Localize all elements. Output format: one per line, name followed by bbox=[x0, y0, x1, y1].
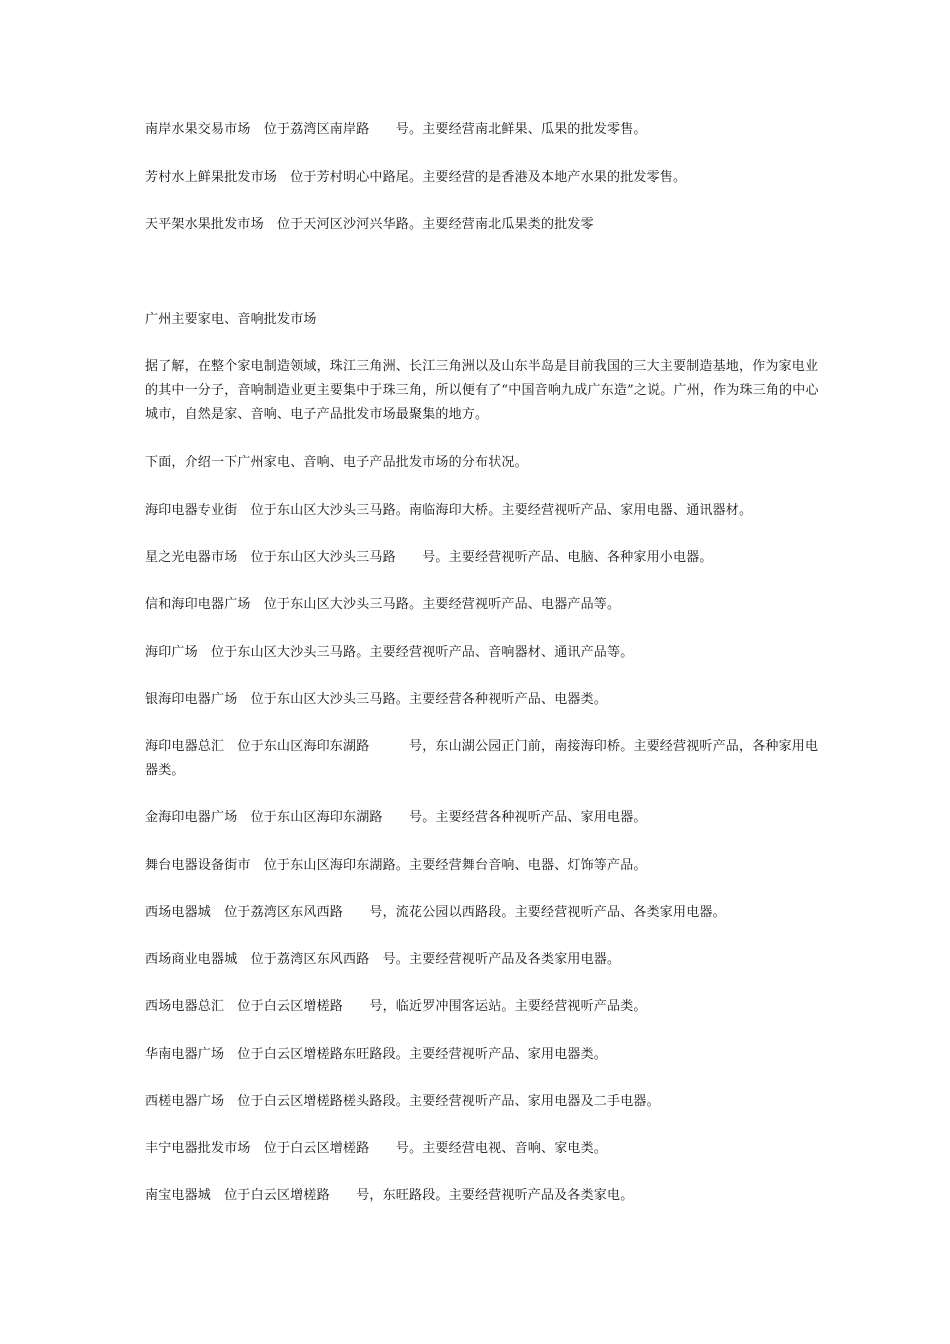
paragraph-haiyin-plaza: 海印广场 位于东山区大沙头三马路。主要经营视听产品、音响器材、通讯产品等。 bbox=[145, 645, 634, 660]
paragraph-nanan-fruit-market: 南岸水果交易市场 位于荔湾区南岸路 号。主要经营南北鲜果、瓜果的批发零售。 bbox=[145, 122, 647, 137]
paragraph-xichang-commercial: 西场商业电器城 位于荔湾区东风西路 号。主要经营视听产品及各类家用电器。 bbox=[145, 952, 621, 967]
section-heading-appliance-markets: 广州主要家电、音响批发市场 bbox=[145, 312, 317, 327]
paragraph-haiyin-zonghui: 海印电器总汇 位于东山区海印东湖路 号，东山湖公园正门前，南接海印桥。主要经营视听产品，各种家用电器类。 bbox=[145, 739, 819, 778]
paragraph-nanbao: 南宝电器城 位于白云区增槎路 号，东旺路段。主要经营视听产品及各类家电。 bbox=[145, 1188, 634, 1203]
paragraph-huanan-plaza: 华南电器广场 位于白云区增槎路东旺路段。主要经营视听产品、家用电器类。 bbox=[145, 1047, 608, 1062]
paragraph-yin-haiyin: 银海印电器广场 位于东山区大沙头三马路。主要经营各种视听产品、电器类。 bbox=[145, 692, 608, 707]
paragraph-stage-equipment: 舞台电器设备街市 位于东山区海印东湖路。主要经营舞台音响、电器、灯饰等产品。 bbox=[145, 858, 647, 873]
paragraph-tianpingjia-fruit-market: 天平架水果批发市场 位于天河区沙河兴华路。主要经营南北瓜果类的批发零 bbox=[145, 217, 594, 232]
paragraph-intro: 据了解，在整个家电制造领域，珠江三角洲、长江三角洲以及山东半岛是目前我国的三大主要制造基地，作为家电业的其中一分子，音响制造业更主要集中于珠三角，所以便有了“中国音响九成广东造”之说。广州，作为珠三角的中心城市，自然是家、音响、电子产品批发市场最聚集的地方。 bbox=[145, 359, 819, 422]
paragraph-xinhe-haiyin: 信和海印电器广场 位于东山区大沙头三马路。主要经营视听产品、电器产品等。 bbox=[145, 597, 621, 612]
paragraph-fengning: 丰宁电器批发市场 位于白云区增槎路 号。主要经营电视、音响、家电类。 bbox=[145, 1141, 608, 1156]
paragraph-fangcun-fruit-market: 芳村水上鲜果批发市场 位于芳村明心中路尾。主要经营的是香港及本地产水果的批发零售。 bbox=[145, 170, 687, 185]
paragraph-xingzhiguang: 星之光电器市场 位于东山区大沙头三马路 号。主要经营视听产品、电脑、各种家用小电器。 bbox=[145, 550, 713, 565]
paragraph-jin-haiyin: 金海印电器广场 位于东山区海印东湖路 号。主要经营各种视听产品、家用电器。 bbox=[145, 810, 647, 825]
paragraph-xichang-city: 西场电器城 位于荔湾区东风西路 号，流花公园以西路段。主要经营视听产品、各类家用电器。 bbox=[145, 905, 726, 920]
paragraph-xichang-zonghui: 西场电器总汇 位于白云区增槎路 号，临近罗冲围客运站。主要经营视听产品类。 bbox=[145, 999, 647, 1014]
paragraph-xicha-plaza: 西槎电器广场 位于白云区增槎路槎头路段。主要经营视听产品、家用电器及二手电器。 bbox=[145, 1094, 660, 1109]
paragraph-haiyin-street: 海印电器专业街 位于东山区大沙头三马路。南临海印大桥。主要经营视听产品、家用电器、通讯器材。 bbox=[145, 503, 753, 518]
paragraph-distribution-intro: 下面，介绍一下广州家电、音响、电子产品批发市场的分布状况。 bbox=[145, 455, 528, 470]
